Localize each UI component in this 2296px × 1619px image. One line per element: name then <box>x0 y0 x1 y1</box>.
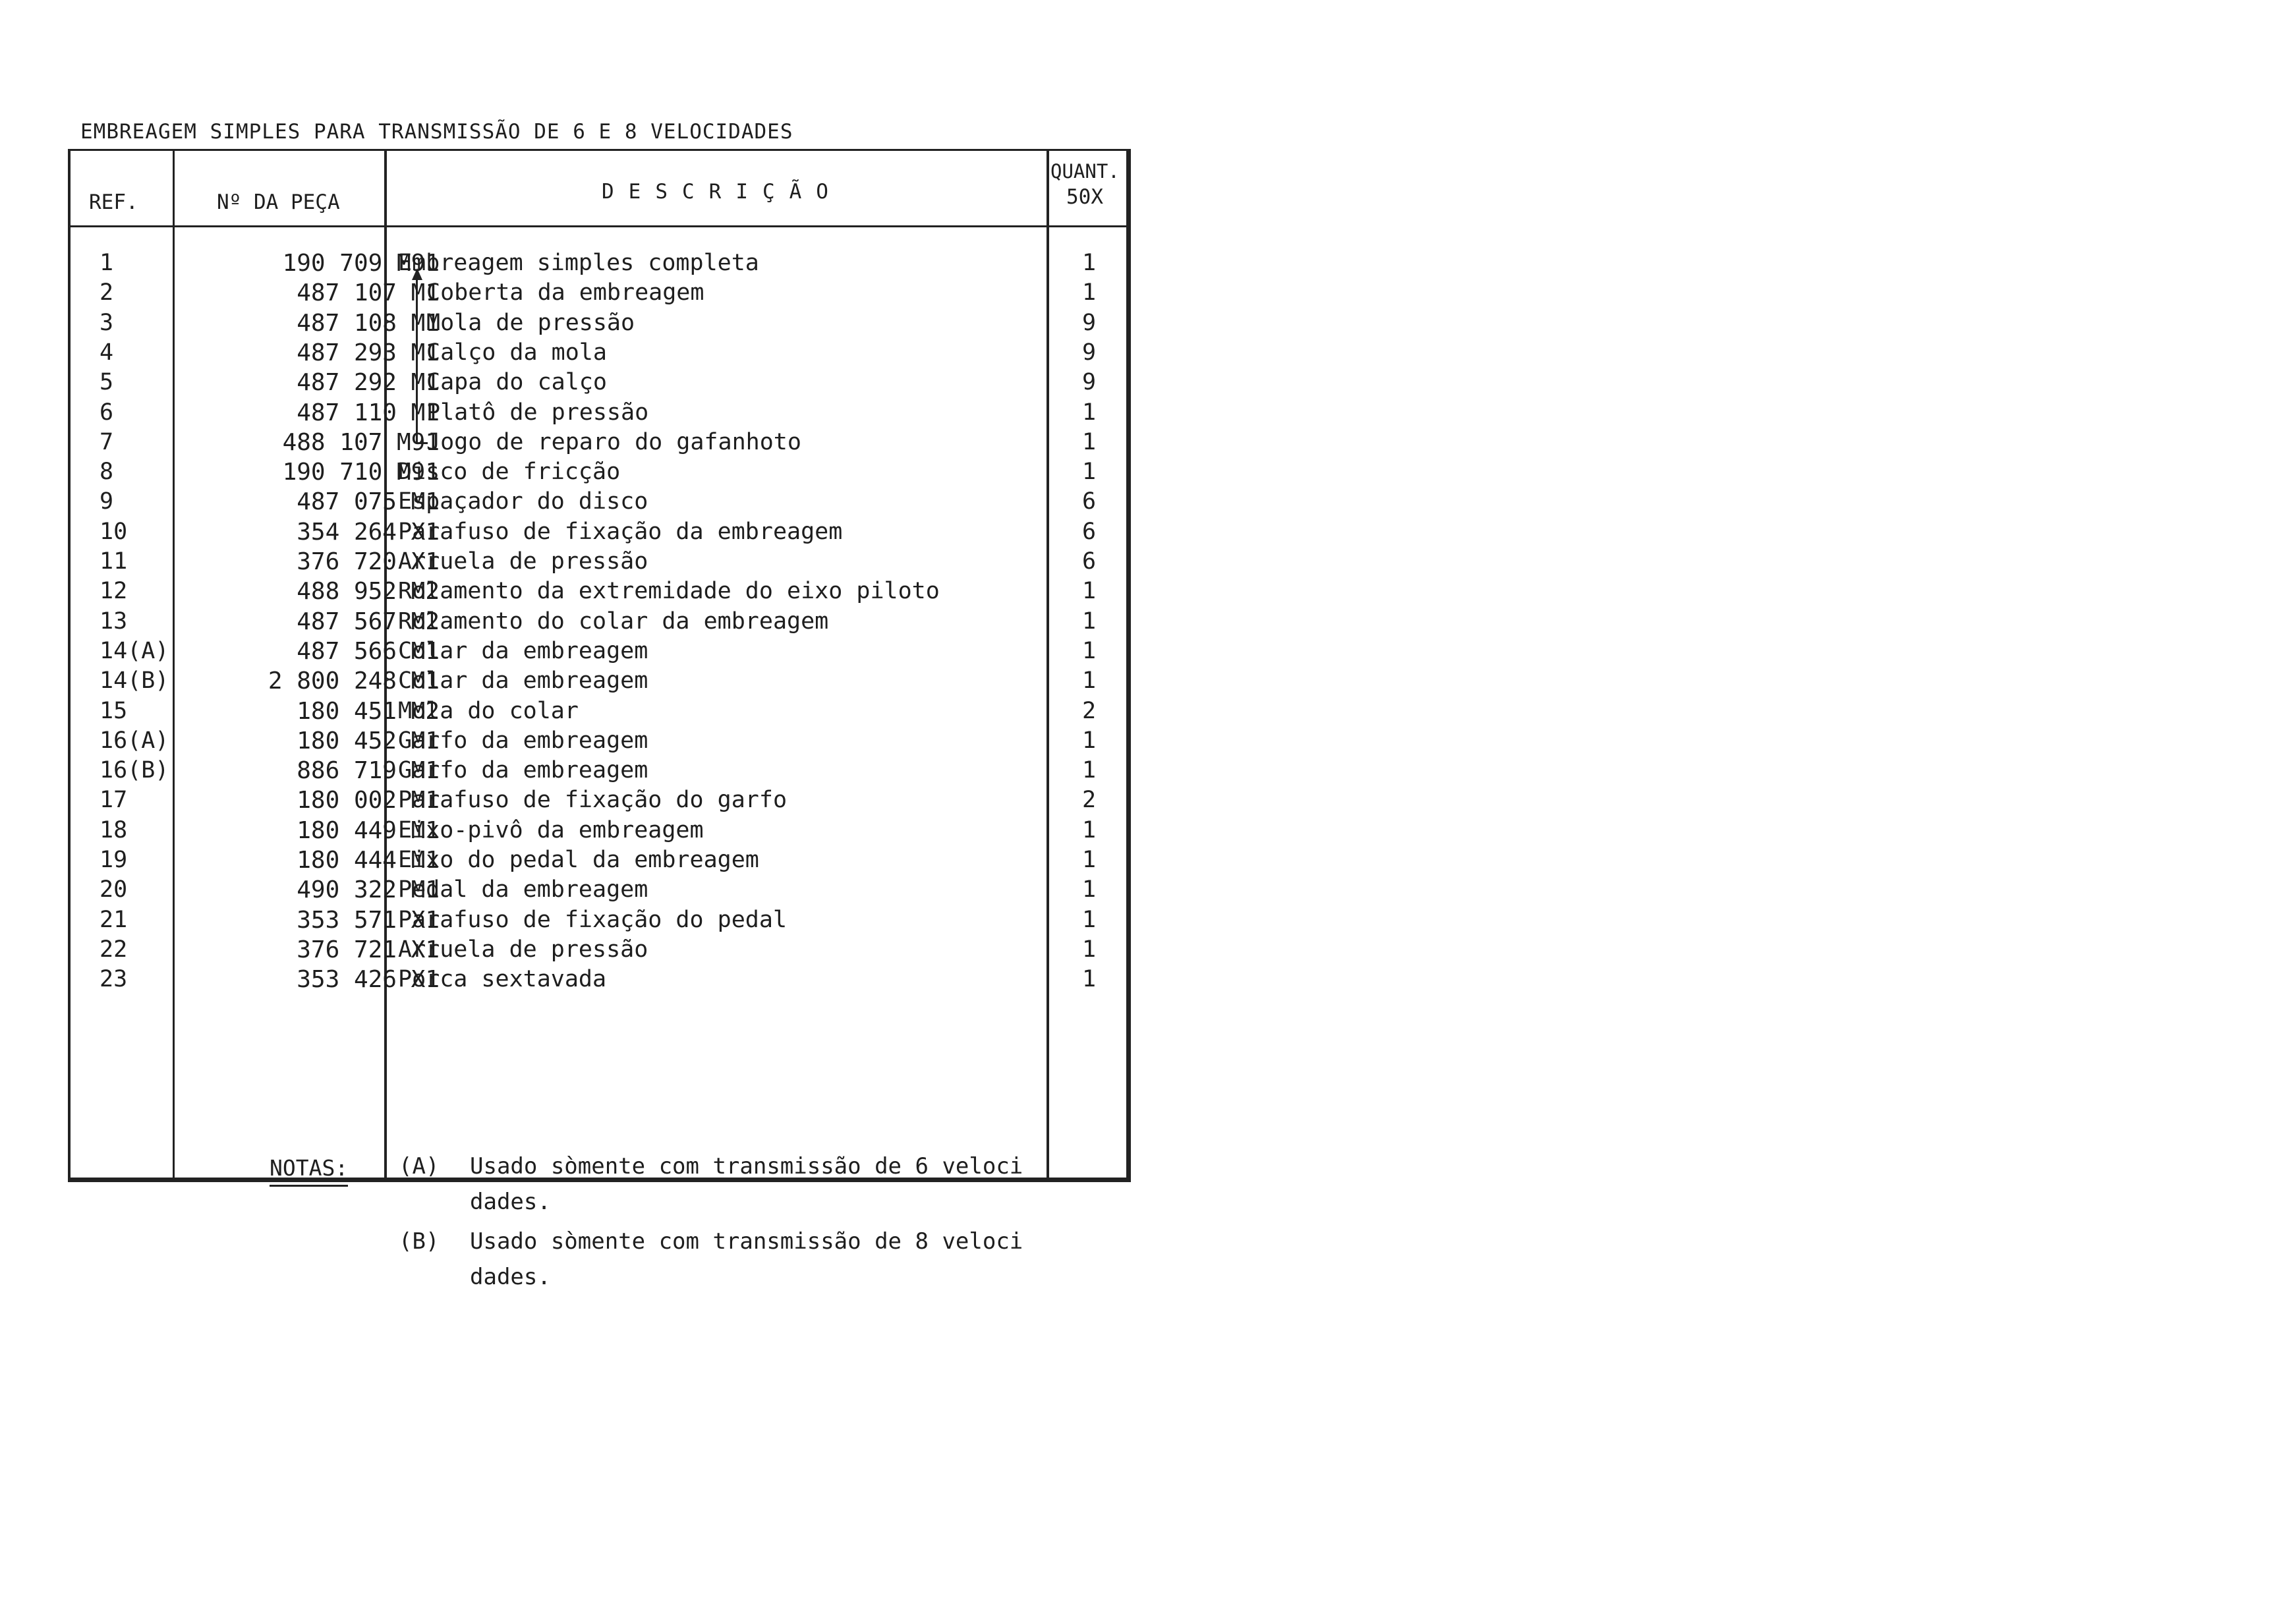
quantity: 2 <box>1082 697 1097 724</box>
table-row <box>71 817 1126 847</box>
quantity: 1 <box>1082 608 1097 635</box>
quantity: 1 <box>1082 279 1097 306</box>
ref-number: 1 <box>100 250 114 276</box>
part-number: 354 264 X1 <box>297 518 440 546</box>
table-row <box>71 279 1126 309</box>
table-row <box>71 519 1126 548</box>
quantity: 1 <box>1082 876 1097 903</box>
part-number: 487 075 M1 <box>297 488 440 516</box>
ref-number: 9 <box>100 488 114 515</box>
header-description: DESCRIÇÃO <box>602 180 843 204</box>
quantity: 9 <box>1082 369 1097 396</box>
table-row <box>71 638 1126 667</box>
quantity: 1 <box>1082 816 1097 843</box>
table-row <box>71 727 1126 757</box>
ref-number: 19 <box>100 847 128 873</box>
note-key: (B) <box>399 1228 440 1255</box>
part-description: Eixo do pedal da embreagem <box>398 847 759 873</box>
ref-number: 10 <box>100 518 128 545</box>
part-number: 376 720 X1 <box>297 548 440 575</box>
part-description: Rolamento da extremidade do eixo piloto <box>398 578 940 605</box>
part-description: Platô de pressão <box>426 399 649 426</box>
part-description: Parafuso de fixação do garfo <box>398 787 788 814</box>
table-row <box>71 847 1126 876</box>
part-description: Porca sextavada <box>398 966 607 993</box>
quantity: 2 <box>1082 787 1097 814</box>
table-row <box>71 399 1126 429</box>
table-row <box>71 787 1126 816</box>
table-row <box>71 698 1126 727</box>
part-description: Colar da embreagem <box>398 637 648 664</box>
part-description: Garfo da embreagem <box>398 727 648 754</box>
note-text: Usado sòmente com transmissão de 8 veloci dades. <box>470 1228 1023 1290</box>
ref-number: 12 <box>100 578 128 605</box>
ref-number: 16(B) <box>100 757 169 784</box>
quantity: 1 <box>1082 578 1097 605</box>
part-description: Colar da embreagem <box>398 667 648 695</box>
part-number: 180 002 M1 <box>297 787 440 814</box>
ref-number: 16(A) <box>100 727 169 754</box>
part-description: Garfo da embreagem <box>398 757 648 784</box>
quantity: 1 <box>1082 459 1097 486</box>
notes-label: NOTAS: <box>270 1155 348 1187</box>
ref-number: 14(A) <box>100 637 169 664</box>
part-number: 190 710 M91 <box>282 459 440 486</box>
table-row <box>71 667 1126 697</box>
part-number: 490 322 M1 <box>297 876 440 904</box>
quantity: 1 <box>1082 906 1097 933</box>
ref-number: 3 <box>100 309 114 336</box>
part-number: 487 293 M1 <box>297 339 440 366</box>
header-quantity: QUANT. <box>1050 160 1120 183</box>
ref-number: 23 <box>100 966 128 993</box>
table-row <box>71 250 1126 279</box>
quantity: 6 <box>1082 548 1097 575</box>
part-description: Espaçador do disco <box>398 488 648 515</box>
part-number: 487 566 M1 <box>297 637 440 665</box>
quantity: 6 <box>1082 488 1097 515</box>
part-number: 488 107 M91 <box>282 428 440 456</box>
part-description: Arruela de pressão <box>398 548 648 575</box>
ref-number: 7 <box>100 428 114 455</box>
page-title: EMBREAGEM SIMPLES PARA TRANSMISSÃO DE 6 E 8 VELOCIDADES <box>80 120 793 144</box>
ref-number: 8 <box>100 459 114 486</box>
ref-number: 17 <box>100 787 128 814</box>
part-description: Parafuso de fixação da embreagem <box>398 518 843 545</box>
ref-number: 6 <box>100 399 114 426</box>
part-description: Mola de pressão <box>426 309 635 336</box>
ref-number: 4 <box>100 339 114 366</box>
part-number: 487 292 M1 <box>297 369 440 397</box>
quantity: 1 <box>1082 428 1097 455</box>
header-quantity-multiplier: 50X <box>1066 185 1103 209</box>
quantity: 9 <box>1082 339 1097 366</box>
header-ref: REF. <box>89 190 138 214</box>
ref-number: 11 <box>100 548 128 575</box>
quantity: 1 <box>1082 637 1097 664</box>
part-description: Pedal da embreagem <box>398 876 648 903</box>
ref-number: 13 <box>100 608 128 635</box>
ref-number: 22 <box>100 936 128 963</box>
part-number: 353 426 X1 <box>297 966 440 994</box>
table-row <box>71 339 1126 369</box>
part-description: Coberta da embreagem <box>426 279 704 306</box>
part-description: Arruela de pressão <box>398 936 648 963</box>
quantity: 1 <box>1082 399 1097 426</box>
table-row <box>71 548 1126 578</box>
table-row <box>71 578 1126 608</box>
parts-table <box>68 149 1131 1290</box>
table-row <box>71 876 1126 906</box>
table-row <box>71 459 1126 488</box>
table-row <box>71 488 1126 518</box>
quantity: 1 <box>1082 727 1097 754</box>
part-description: Disco de fricção <box>398 459 621 486</box>
header-divider <box>71 225 1126 227</box>
part-number: 2 800 248 M1 <box>268 667 440 695</box>
header-part-number: Nº DA PEÇA <box>217 190 340 214</box>
quantity: 1 <box>1082 847 1097 873</box>
table-row <box>71 310 1126 339</box>
part-number: 487 567 M2 <box>297 608 440 635</box>
part-number: 180 449 M1 <box>297 816 440 844</box>
ref-number: 5 <box>100 369 114 396</box>
table-row <box>71 757 1126 787</box>
part-number: 487 108 M1 <box>297 309 440 337</box>
part-description: Eixo-pivô da embreagem <box>398 816 704 843</box>
quantity: 6 <box>1082 518 1097 545</box>
ref-number: 2 <box>100 279 114 306</box>
quantity: 1 <box>1082 936 1097 963</box>
part-description: Rolamento do colar da embreagem <box>398 608 829 635</box>
note-text: Usado sòmente com transmissão de 6 veloci dades. <box>470 1153 1023 1215</box>
part-description: Jogo de reparo do gafanhoto <box>426 428 801 455</box>
part-number: 487 110 M1 <box>297 399 440 426</box>
part-description: Calço da mola <box>426 339 607 366</box>
table-row <box>71 936 1126 966</box>
part-number: 376 721 X1 <box>297 936 440 963</box>
part-number: 180 452 M1 <box>297 727 440 754</box>
ref-number: 18 <box>100 816 128 843</box>
part-number: 180 444 M1 <box>297 847 440 874</box>
part-number: 488 952 M2 <box>297 578 440 606</box>
part-number: 180 451 M2 <box>297 697 440 725</box>
part-description: Mola do colar <box>398 697 579 724</box>
ref-number: 14(B) <box>100 667 169 695</box>
quantity: 9 <box>1082 309 1097 336</box>
table-row <box>71 907 1126 936</box>
quantity: 1 <box>1082 966 1097 993</box>
table-row <box>71 608 1126 638</box>
ref-number: 21 <box>100 906 128 933</box>
table-row <box>71 429 1126 459</box>
quantity: 1 <box>1082 757 1097 784</box>
ref-number: 20 <box>100 876 128 903</box>
quantity: 1 <box>1082 250 1097 276</box>
note-key: (A) <box>399 1153 440 1179</box>
part-number: 487 107 M1 <box>297 279 440 307</box>
table-row <box>71 369 1126 399</box>
part-description: Capa do calço <box>426 369 607 396</box>
part-number: 353 571 X1 <box>297 906 440 934</box>
part-description: Parafuso de fixação do pedal <box>398 906 788 933</box>
quantity: 1 <box>1082 667 1097 695</box>
ref-number: 15 <box>100 697 128 724</box>
part-number: 886 719 M1 <box>297 757 440 785</box>
table-row <box>71 966 1126 996</box>
part-description: Embreagem simples completa <box>398 250 759 276</box>
part-number: 190 709 M91 <box>282 250 440 277</box>
